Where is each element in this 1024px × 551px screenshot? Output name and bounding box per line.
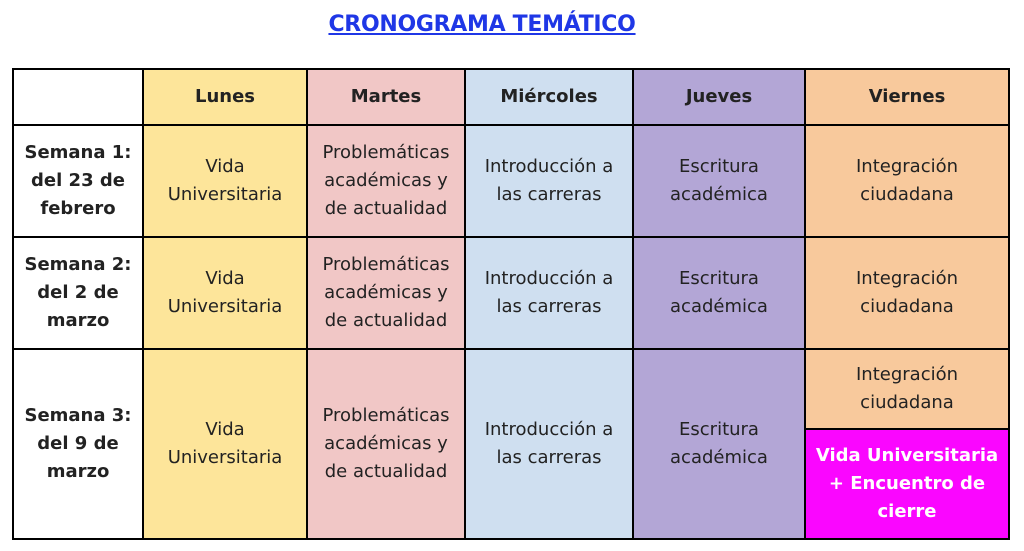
day-header-martes: Martes: [307, 69, 465, 125]
day-header-viernes: Viernes: [805, 69, 1009, 125]
week-label: [13, 125, 143, 237]
subject-line: Introducción a: [484, 268, 614, 289]
week-label-line: marzo: [46, 310, 110, 331]
subject-line: ciudadana: [860, 392, 954, 413]
subject-line: Universitaria: [167, 184, 283, 205]
subject-line: Escritura: [679, 156, 759, 177]
subject-line: ciudadana: [860, 184, 954, 205]
cell-viernes: [805, 349, 1009, 429]
subject-line: Introducción a: [484, 419, 614, 440]
subject-line: académica: [670, 447, 768, 468]
subject-line: Escritura: [679, 268, 759, 289]
subject-line: de actualidad: [324, 310, 448, 331]
week-label-line: febrero: [40, 198, 116, 219]
cell-martes: [307, 125, 465, 237]
week-label: [13, 349, 143, 539]
subject-line: académica: [670, 184, 768, 205]
cell-jueves: [633, 349, 805, 539]
cell-viernes: [805, 237, 1009, 349]
subject-line: de actualidad: [324, 461, 448, 482]
week-label-line: del 2 de: [37, 282, 119, 303]
subject-line: Vida: [205, 419, 245, 440]
subject-line: Problemáticas: [322, 254, 450, 275]
page-title: [0, 12, 1024, 37]
cell-closing-event: [805, 429, 1009, 539]
subject-line: Integración: [855, 364, 959, 385]
day-header-lunes: Lunes: [143, 69, 307, 125]
week-label-line: Semana 2:: [24, 254, 132, 275]
subject-line: académicas y: [324, 170, 448, 191]
cell-jueves: [633, 125, 805, 237]
cell-martes: [307, 237, 465, 349]
subject-line: Integración: [855, 268, 959, 289]
week-label: [13, 237, 143, 349]
subject-line: académica: [670, 296, 768, 317]
subject-line: Introducción a: [484, 156, 614, 177]
corner-cell: [13, 69, 143, 125]
week-label-line: Semana 1:: [24, 142, 132, 163]
subject-line: las carreras: [496, 447, 602, 468]
subject-line: Problemáticas: [322, 405, 450, 426]
subject-line: Vida Universitaria: [815, 445, 999, 466]
week-label-line: del 23 de: [31, 170, 125, 191]
subject-line: las carreras: [496, 184, 602, 205]
cell-miercoles: [465, 125, 633, 237]
cell-miercoles: [465, 349, 633, 539]
subject-line: cierre: [877, 501, 937, 522]
week-label-line: marzo: [46, 461, 110, 482]
header-row: [13, 69, 1009, 125]
subject-line: ciudadana: [860, 296, 954, 317]
subject-line: académicas y: [324, 282, 448, 303]
cell-miercoles: [465, 237, 633, 349]
week-label-line: del 9 de: [37, 433, 119, 454]
cell-martes: [307, 349, 465, 539]
cell-viernes: [805, 125, 1009, 237]
subject-line: académicas y: [324, 433, 448, 454]
title-link[interactable]: CRONOGRAMA TEMÁTICO: [328, 12, 636, 37]
subject-line: Universitaria: [167, 296, 283, 317]
subject-line: + Encuentro de: [828, 473, 986, 494]
cell-lunes: [143, 125, 307, 237]
cell-jueves: [633, 237, 805, 349]
week-label-line: Semana 3:: [24, 405, 132, 426]
cell-lunes: [143, 237, 307, 349]
subject-line: Universitaria: [167, 447, 283, 468]
subject-line: Escritura: [679, 419, 759, 440]
subject-line: de actualidad: [324, 198, 448, 219]
cell-lunes: [143, 349, 307, 539]
subject-line: Vida: [205, 156, 245, 177]
subject-line: Problemáticas: [322, 142, 450, 163]
day-header-jueves: Jueves: [633, 69, 805, 125]
week-row: [13, 349, 1009, 429]
subject-line: Integración: [855, 156, 959, 177]
subject-line: Vida: [205, 268, 245, 289]
schedule-table: [12, 68, 1010, 540]
week-row: [13, 237, 1009, 349]
week-row: [13, 125, 1009, 237]
subject-line: las carreras: [496, 296, 602, 317]
day-header-miercoles: Miércoles: [465, 69, 633, 125]
